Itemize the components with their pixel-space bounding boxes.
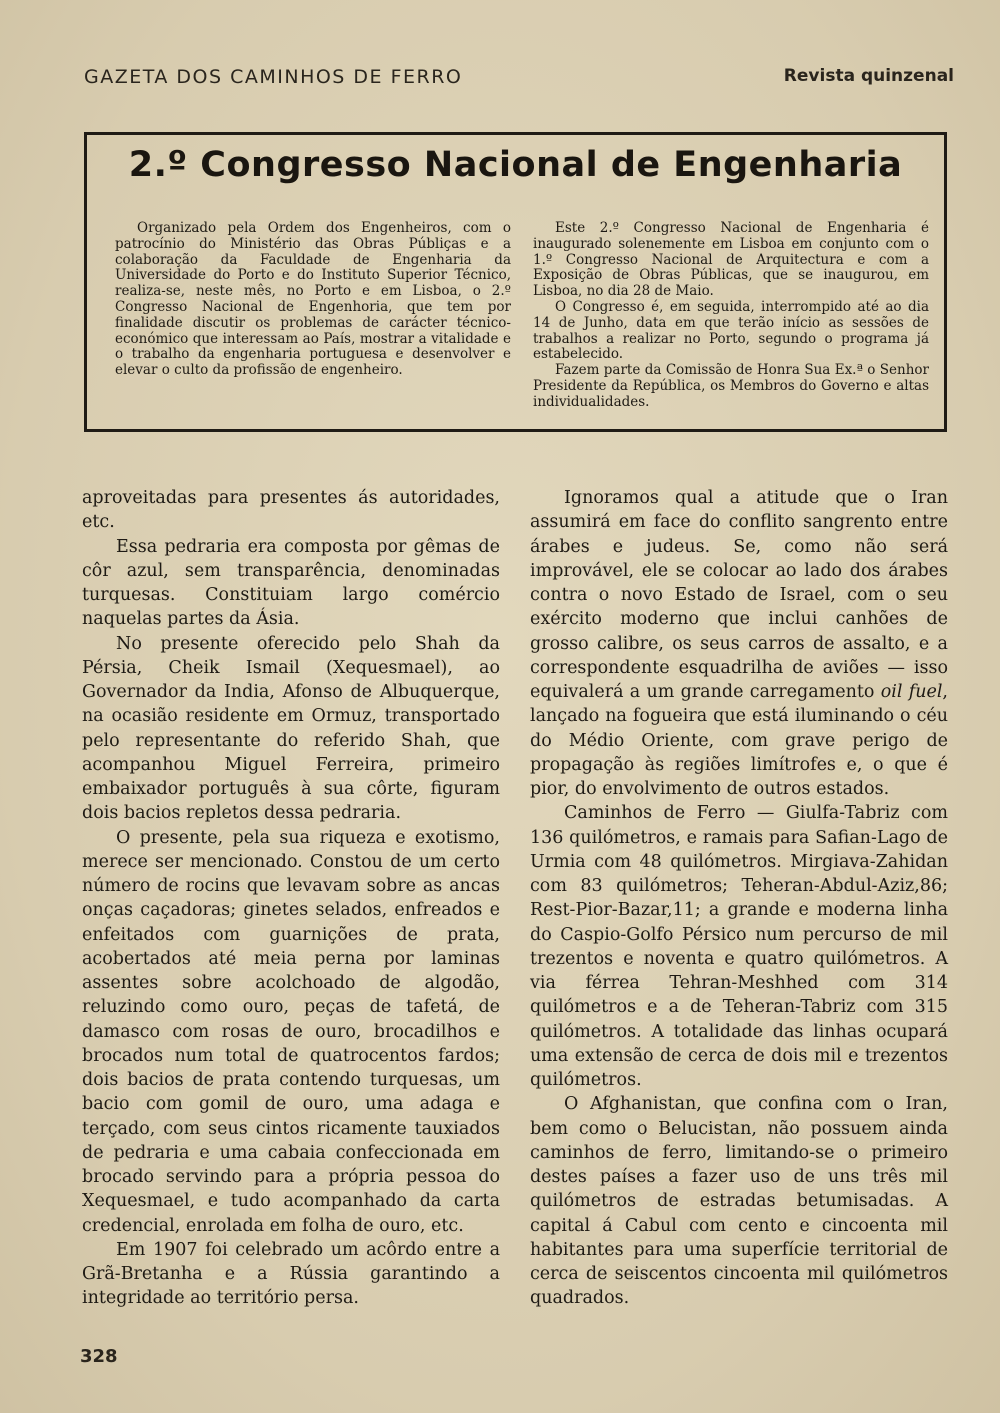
article-paragraph: O presente, pela sua riqueza e exotismo, merece ser mencionado. Constou de um certo número de rocins que levavam sobre as ancas onças caçadoras; ginetes selados, enfreados e enfeitados com guarnições de prata, acobertados até meia perna por laminas assentes sobre acolchoado de algodão, reluzindo como ouro, peças de tafetá, de damasco com rosas de ouro, brocadilhos e brocados num total de quatrocentos fardos; dois bacios de prata contendo turquesas, um bacio com gomil de ouro, uma adaga e terçado, com seus cintos ricamente tauxiados de pedraria e uma cabaia confeccionada em brocado servindo para a própria pessoa do Xequesmael, e tudo acompanhado da carta credencial, enrolada em folha de ouro, etc. xyxy=(82,827,500,1236)
article-paragraph: Em 1907 foi celebrado um acôrdo entre a Grã-Bretanha e a Rússia garantindo a integridade ao território persa. xyxy=(82,1239,500,1309)
congress-notice-box xyxy=(84,132,947,432)
notice-left-column xyxy=(115,221,511,379)
running-header-title: GAZETA DOS CAMINHOS DE FERRO xyxy=(84,66,463,88)
article-paragraph: O Afghanistan, que confina com o Iran, bem como o Belucistan, não possuem ainda caminhos de ferro, limitando-se o primeiro destes países a fazer uso de uns três mil quilómetros de estradas betumisadas. A capital á Cabul com cento e cincoenta mil habitantes para uma superfície territorial de cerca de seiscentos cincoenta mil quilómetros quadrados. xyxy=(530,1094,948,1309)
article-left-column xyxy=(82,486,500,1311)
article-paragraph: Caminhos de Ferro — Giulfa-Tabriz com 136 quilómetros, e ramais para Safian-Lago de Urmia com 48 quilómetros. Mirgiava-Zahidan com 83 quilómetros; Teheran-Abdul-Aziz,86; Rest-Pior-Bazar,11; a grande e moderna linha do Caspio-Golfo Pérsico num percurso de mil trezentos e noventa e quatro quilómetros. A via férrea Tehran-Meshhed com 314 quilómetros e a de Teheran-Tabriz com 315 quilómetros. A totalidade das linhas ocupará uma extensão de cerca de dois mil e trezentos quilómetros. xyxy=(530,803,948,1090)
notice-right-column xyxy=(533,221,929,411)
article-paragraph: No presente oferecido pelo Shah da Pérsia, Cheik Ismail (Xequesmael), ao Governador da India, Afonso de Albuquerque, na ocasião residente em Ormuz, transportado pelo representante do referido Shah, que acompanhou Miguel Ferreira, primeiro embaixador português à sua côrte, figuram dois bacios repletos dessa pedraria. xyxy=(82,633,500,824)
italic-term: oil fuel xyxy=(880,682,943,702)
paragraph-text: , lançado na fogueira que está iluminando o céu do Médio Oriente, com grave perigo de propagação às regiões limítrofes e, o que é pior, do envolvimento de outros estados. xyxy=(530,682,948,799)
article-paragraph: aproveitadas para presentes ás autoridades, etc. xyxy=(82,488,500,533)
notice-title: 2.º Congresso Nacional de Engenharia xyxy=(128,145,903,185)
paragraph-text: Ignoramos qual a atitude que o Iran assumirá em face do conflito sangrento entre árabes e judeus. Se, como não será improvável, ele se colocar ao lado dos árabes contra o novo Estado de Israel, com o seu exército moderno que inclui canhões de grosso calibre, os seus carros de assalto, e a correspondente esquadrilha de aviões — isso equivalerá a um grande carregamento xyxy=(530,488,948,702)
notice-paragraph: O Congresso é, em seguida, interrompido até ao dia 14 de Junho, data em que terão início as sessões de trabalhos a realizar no Porto, segundo o programa já estabelecido. xyxy=(533,298,929,363)
running-header-subtitle: Revista quinzenal xyxy=(783,66,954,86)
article-paragraph: Essa pedraria era composta por gêmas de côr azul, sem transparência, denominadas turquesas. Constituiam largo comércio naquelas partes da Ásia. xyxy=(82,536,500,630)
notice-paragraph: Este 2.º Congresso Nacional de Engenharia é inaugurado solenemente em Lisboa em conjunto com o 1.º Congresso Nacional de Arquitectura e com a Exposição de Obras Públicas, que se inaugurou, em Lisboa, no dia 28 de Maio. xyxy=(533,220,929,300)
article-right-column xyxy=(530,486,948,1311)
page-number: 328 xyxy=(80,1346,118,1367)
notice-paragraph: Organizado pela Ordem dos Engenheiros, com o patrocínio do Ministério das Obras Públiças e a colaboração da Faculdade de Engenharia da Universidade do Porto e do Instituto Superior Técnico, realiza-se, neste mês, no Porto e em Lisboa, o 2.º Congresso Nacional de Engenhoria, que tem por finalidade discutir os problemas de carácter técnico-económico que interessam ao País, mostrar a vitalidade e o trabalho da engenharia portuguesa e desenvolver e elevar o culto da profissão de engenheiro. xyxy=(115,220,511,379)
article-paragraph xyxy=(530,486,948,801)
notice-paragraph: Fazem parte da Comissão de Honra Sua Ex.ª o Senhor Presidente da República, os Membros do Governo e altas individualidades. xyxy=(533,362,929,410)
